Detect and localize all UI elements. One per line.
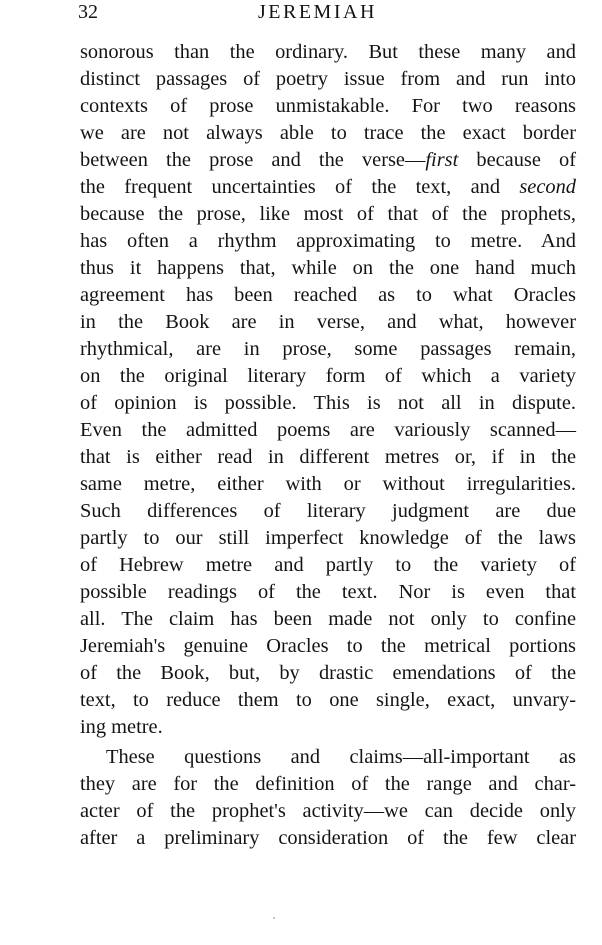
emphasis-first: first [425, 149, 459, 171]
text-line: These questions and claims—all-important as [106, 746, 576, 768]
emphasis-second: second [519, 176, 576, 198]
text-line: same metre, either with or without irregularities. [80, 473, 576, 495]
text-line: ing metre. [80, 716, 163, 738]
text-line: of Hebrew metre and partly to the variety of [80, 554, 576, 576]
text-line: text, to reduce them to one single, exact, unvary- [80, 689, 576, 711]
text-line: has often a rhythm approximating to metre. And [80, 230, 576, 252]
text-line: rhythmical, are in prose, some passages remain, [80, 338, 576, 360]
text-line: Jeremiah's genuine Oracles to the metrical portions [80, 635, 576, 657]
text-line: possible readings of the text. Nor is even that [80, 581, 576, 603]
paragraph [80, 39, 576, 741]
text-line: they are for the definition of the range and char- [80, 773, 576, 795]
text-line [80, 174, 576, 201]
text-line: contexts of prose unmistakable. For two reasons [80, 95, 576, 117]
text-line: partly to our still imperfect knowledge of the laws [80, 527, 576, 549]
text-line: thus it happens that, while on the one hand much [80, 257, 576, 279]
body-text [80, 39, 576, 852]
text-line: agreement has been reached as to what Oracles [80, 284, 576, 306]
text-line: all. The claim has been made not only to confine [80, 608, 576, 630]
text-line: because the prose, like most of that of the prophets, [80, 203, 576, 225]
text-line: after a preliminary consideration of the few clear [80, 827, 576, 849]
text-run: because of [458, 149, 576, 171]
page-header [78, 0, 578, 26]
page-number: 32 [78, 1, 98, 23]
text-line: acter of the prophet's activity—we can decide only [80, 800, 576, 822]
text-line: of opinion is possible. This is not all in dispute. [80, 392, 576, 414]
text-line: on the original literary form of which a variety [80, 365, 576, 387]
text-line: in the Book are in verse, and what, however [80, 311, 576, 333]
text-run: between the prose and the verse— [80, 149, 426, 171]
print-speck [273, 917, 275, 919]
text-line: that is either read in different metres or, if in the [80, 446, 576, 468]
text-line: distinct passages of poetry issue from and run into [80, 68, 576, 90]
text-line: sonorous than the ordinary. But these many and [80, 41, 576, 63]
text-line [80, 147, 576, 174]
text-line: Such differences of literary judgment are due [80, 500, 576, 522]
paragraph [80, 744, 576, 852]
running-head: JEREMIAH [258, 1, 377, 23]
text-line: Even the admitted poems are variously scanned— [80, 419, 576, 441]
text-line: we are not always able to trace the exact border [80, 122, 576, 144]
text-run: the frequent uncertainties of the text, and [80, 176, 520, 198]
text-line: of the Book, but, by drastic emendations of the [80, 662, 576, 684]
